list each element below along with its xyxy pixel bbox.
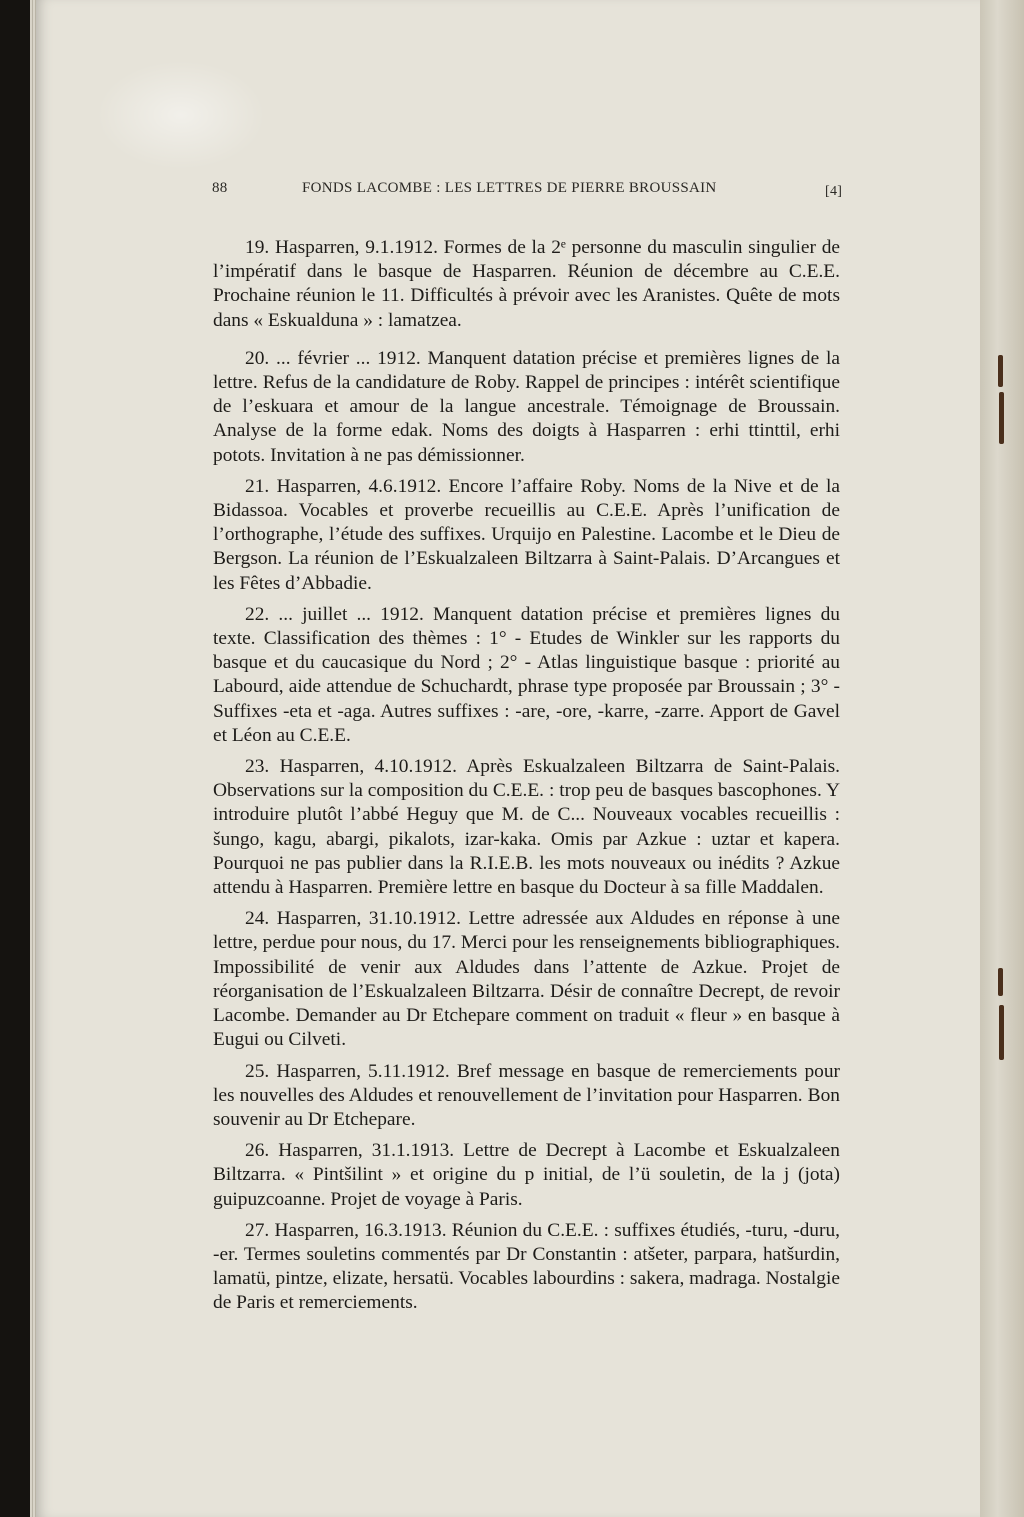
entry-19 bbox=[213, 236, 840, 333]
entry-20 bbox=[213, 347, 840, 468]
binding-mark bbox=[998, 355, 1003, 387]
entry-number: 19. bbox=[245, 237, 270, 258]
entry-text: Hasparren, 16.3.1913. Réunion du C.E.E. : suffixes étudiés, -turu, -duru, -er. Termes souletins commentés par Dr Constantin : atšeter, parpara, hatšurdin, lamatü, pintze, elizate, hersatü. Vocables labourdins : sakera, madraga. Nostalgie de Paris et remerciements. bbox=[213, 1219, 840, 1314]
adjacent-page-edge bbox=[980, 0, 1024, 1517]
entry-26 bbox=[213, 1139, 840, 1212]
entry-number: 26. bbox=[245, 1140, 270, 1162]
section-number: [4] bbox=[825, 184, 843, 199]
paper-stain bbox=[96, 60, 266, 170]
entry-25 bbox=[213, 1060, 840, 1133]
entry-number: 24. bbox=[245, 908, 270, 930]
entry-text: Hasparren, 31.10.1912. Lettre adressée aux Aldudes en réponse à une lettre, perdue pour nous, du 17. Merci pour les renseignements bibliographiques. Impossibilité de venir aux Aldudes dans l’attente de Azkue. Projet de réorganisation de l’Eskualzaleen Biltzarra. Désir de connaître Decrept, de revoir Lacombe. Demander au Dr Etchepare comment on traduit « fleur » en basque à Eugui ou Cilveti. bbox=[213, 908, 840, 1051]
entry-22 bbox=[213, 603, 840, 748]
entry-24 bbox=[213, 907, 840, 1052]
entry-number: 27. bbox=[245, 1219, 270, 1241]
entry-text: ... février ... 1912. Manquent datation précise et premières lignes de la lettre. Refus de la candidature de Roby. Rappel de principes : intérêt scientifique de l’eskuara et amour de la langue ancestrale. Témoignage de Broussain. Analyse de la forme edak. Noms des doigts à Hasparren : erhi ttinttil, erhi potots. Invitation à ne pas démissionner. bbox=[213, 347, 840, 466]
binding-mark bbox=[998, 968, 1003, 996]
binding-mark bbox=[999, 392, 1004, 444]
entry-number: 25. bbox=[245, 1060, 270, 1082]
entry-text: Hasparren, 4.10.1912. Après Eskualzaleen Biltzarra de Saint-Palais. Observations sur la composition du C.E.E. : trop peu de basques bascophones. Y introduire plutôt l’abbé Heguy que M. de C... Nouveaux vocables recueillis : šungo, kagu, abargi, pikalots, izar-kaka. Omis par Azkue : uztar et kapera. Pourquoi ne pas publier dans la R.I.E.B. les mots nouveaux ou inédits ? Azkue attendu à Hasparren. Première lettre en basque du Docteur à sa fille Maddalen. bbox=[213, 756, 840, 899]
entry-text: Hasparren, 4.6.1912. Encore l’affaire Roby. Noms de la Nive et de la Bidassoa. Vocables et proverbe recueillis au C.E.E. Après l’unification de l’orthographe, l’étude des suffixes. Urquijo en Palestine. Lacombe et le Dieu de Bergson. La réunion de l’Eskualzaleen Biltzarra à Saint-Palais. D’Arcangues et les Fêtes d’Abbadie. bbox=[213, 475, 840, 594]
running-title: FONDS LACOMBE : LES LETTRES DE PIERRE BROUSSAIN bbox=[302, 180, 717, 196]
page-number: 88 bbox=[212, 180, 228, 196]
entry-21 bbox=[213, 475, 840, 596]
entry-number: 23. bbox=[245, 756, 270, 778]
entry-number: 22. bbox=[245, 603, 270, 625]
letter-summaries bbox=[213, 236, 840, 1323]
running-header bbox=[212, 180, 842, 204]
entry-number: 20. bbox=[245, 347, 270, 369]
entry-text: Hasparren, 5.11.1912. Bref message en basque de remerciements pour les nouvelles des Aldudes et renouvellement de l’invitation pour Hasparren. Bon souvenir au Dr Etchepare. bbox=[213, 1060, 840, 1130]
entry-text: Hasparren, 9.1.1912. Formes de la 2ᵉ personne du masculin singulier de l’impératif dans le basque de Hasparren. Réunion de décembre au C.E.E. Prochaine réunion le 11. Difficultés à prévoir avec les Aranistes. Quête de mots dans « Eskualduna » : lamatzea. bbox=[213, 237, 840, 331]
entry-text: ... juillet ... 1912. Manquent datation précise et premières lignes du texte. Classification des thèmes : 1° - Etudes de Winkler sur les rapports du basque et du caucasique du Nord ; 2° - Atlas linguistique basque : priorité au Labourd, aide attendue de Schuchardt, phrase type proposée par Broussain ; 3° - Suffixes -eta et -aga. Autres suffixes : -are, -ore, -karre, -zarre. Apport de Gavel et Léon au C.E.E. bbox=[213, 603, 840, 746]
entry-number: 21. bbox=[245, 475, 270, 497]
entry-text: Hasparren, 31.1.1913. Lettre de Decrept à Lacombe et Eskualzaleen Biltzarra. « Pintšilint » et origine du p initial, de l’ü souletin, de la j (jota) guipuzcoanne. Projet de voyage à Paris. bbox=[213, 1140, 840, 1210]
entry-23 bbox=[213, 755, 840, 900]
entry-27 bbox=[213, 1219, 840, 1316]
binding-mark bbox=[999, 1005, 1004, 1060]
